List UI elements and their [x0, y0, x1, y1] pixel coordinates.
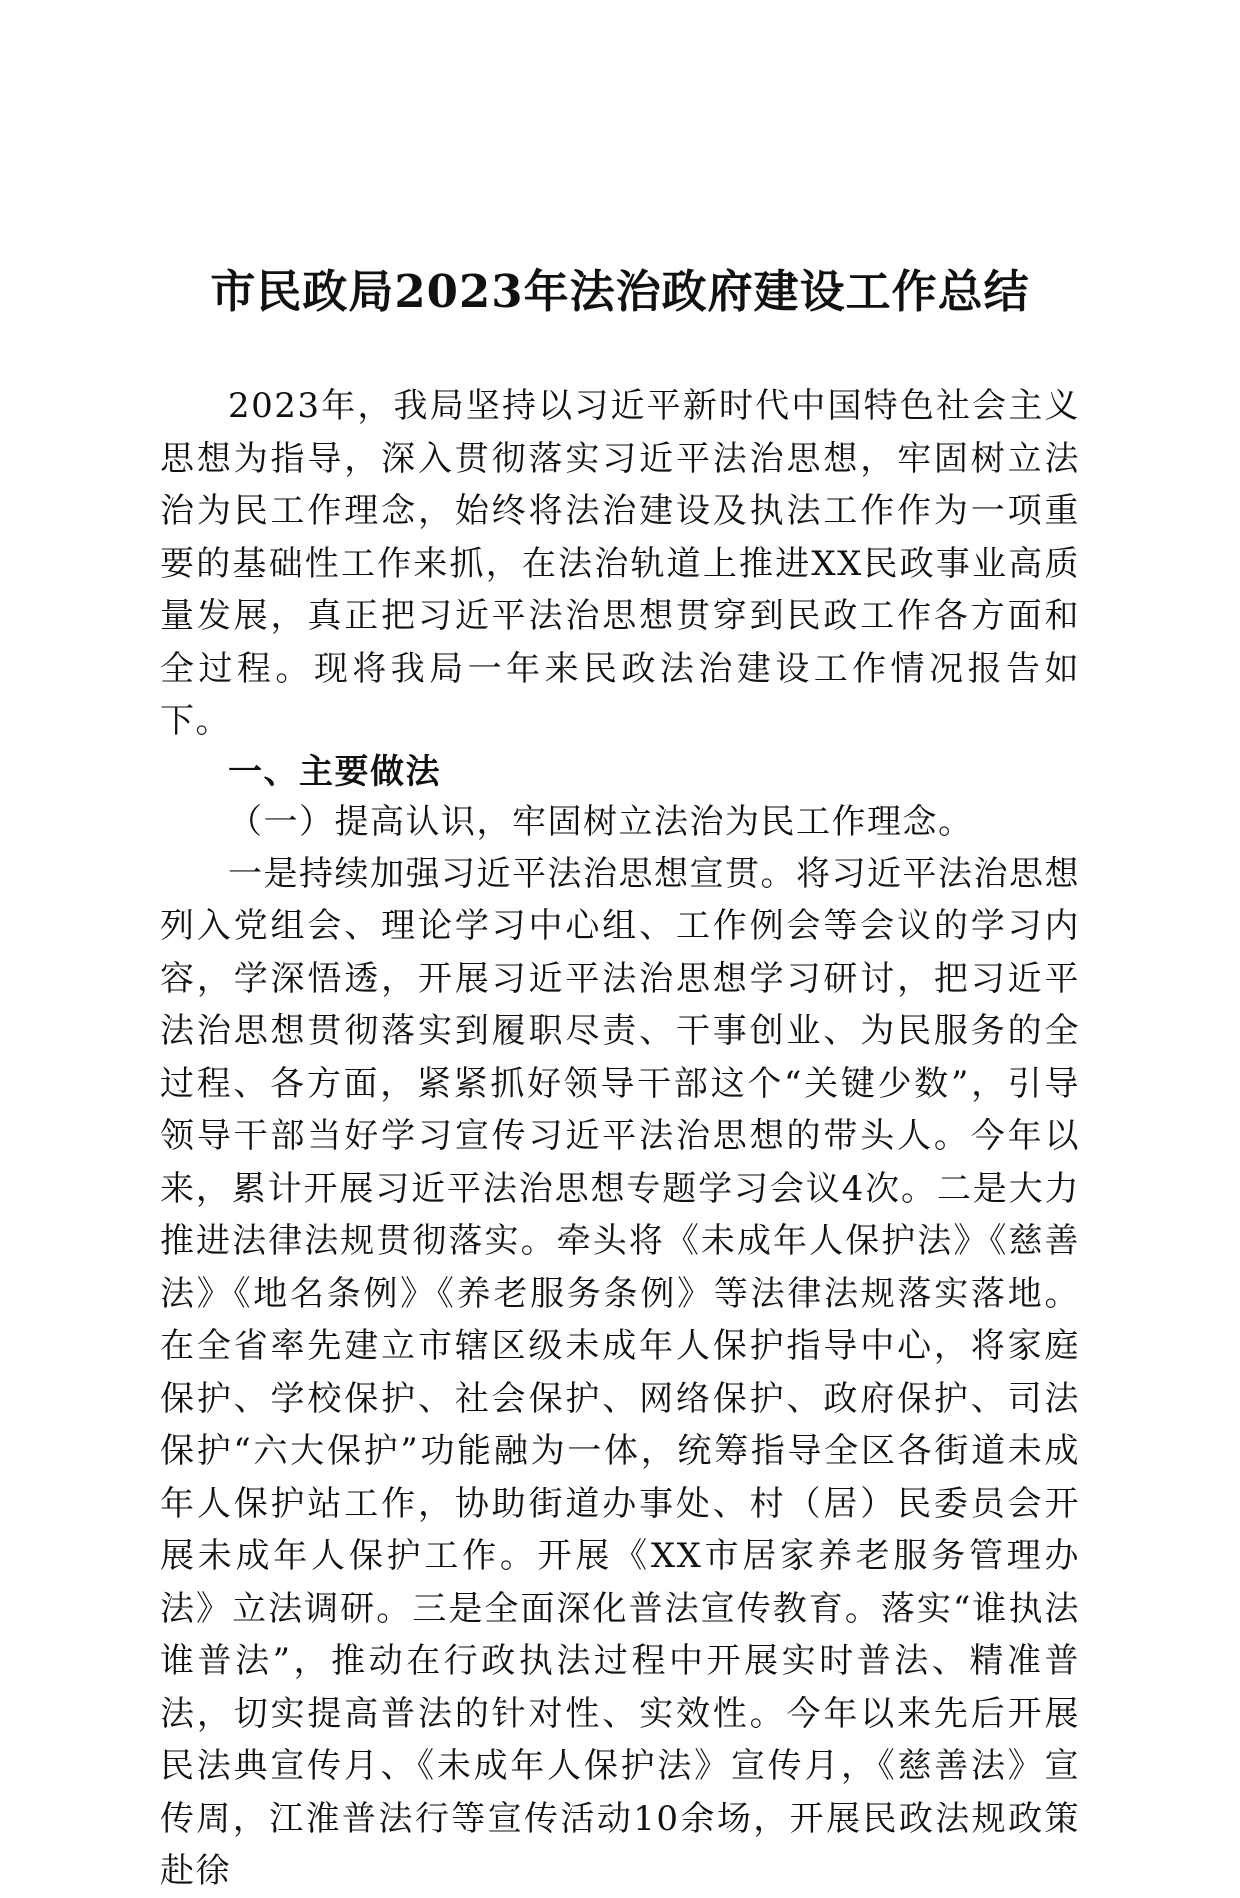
intro-paragraph: 2023年，我局坚持以习近平新时代中国特色社会主义思想为指导，深入贯彻落实习近平法治思想，牢固树立法治为民工作理念，始终将法治建设及执法工作作为一项重要的基础性工作来抓，在法治轨道上推进XX民政事业高质量发展，真正把习近平法治思想贯穿到民政工作各方面和全过程。现将我局一年来民政法治建设工作情况报告如下。 [160, 386, 1080, 741]
subsection-1-paragraph: 一是持续加强习近平法治思想宣贯。将习近平法治思想列入党组会、理论学习中心组、工作例会等会议的学习内容，学深悟透，开展习近平法治思想学习研讨，把习近平法治思想贯彻落实到履职尽责、干事创业、为民服务的全过程、各方面，紧紧抓好领导干部这个“关键少数”，引导领导干部当好学习宣传习近平法治思想的带头人。今年以来，累计开展习近平法治思想专题学习会议4次。二是大力推进法律法规贯彻落实。牵头将《未成年人保护法》《慈善法》《地名条例》《养老服务条例》等法律法规落实落地。在全省率先建立市辖区级未成年人保护指导中心，将家庭保护、学校保护、社会保护、网络保护、政府保护、司法保护“六大保护”功能融为一体，统筹指导全区各街道未成年人保护站工作，协助街道办事处、村（居）民委员会开展未成年人保护工作。开展《XX市居家养老服务管理办法》立法调研。三是全面深化普法宣传教育。落实“谁执法谁普法”，推动在行政执法过程中开展实时普法、精准普法，切实提高普法的针对性、实效性。今年以来先后开展民法典宣传月、《未成年人保护法》宣传月，《慈善法》宣传周，江淮普法行等宣传活动10余场，开展民政法规政策赴徐 [160, 853, 1080, 1891]
document-body [160, 380, 1080, 1898]
section-heading-main-practices: 一、主要做法 [228, 751, 441, 792]
document-title: 市民政局2023年法治政府建设工作总结 [210, 265, 1030, 318]
subsection-heading-1: （一）提高认识，牢固树立法治为民工作理念。 [228, 801, 974, 842]
